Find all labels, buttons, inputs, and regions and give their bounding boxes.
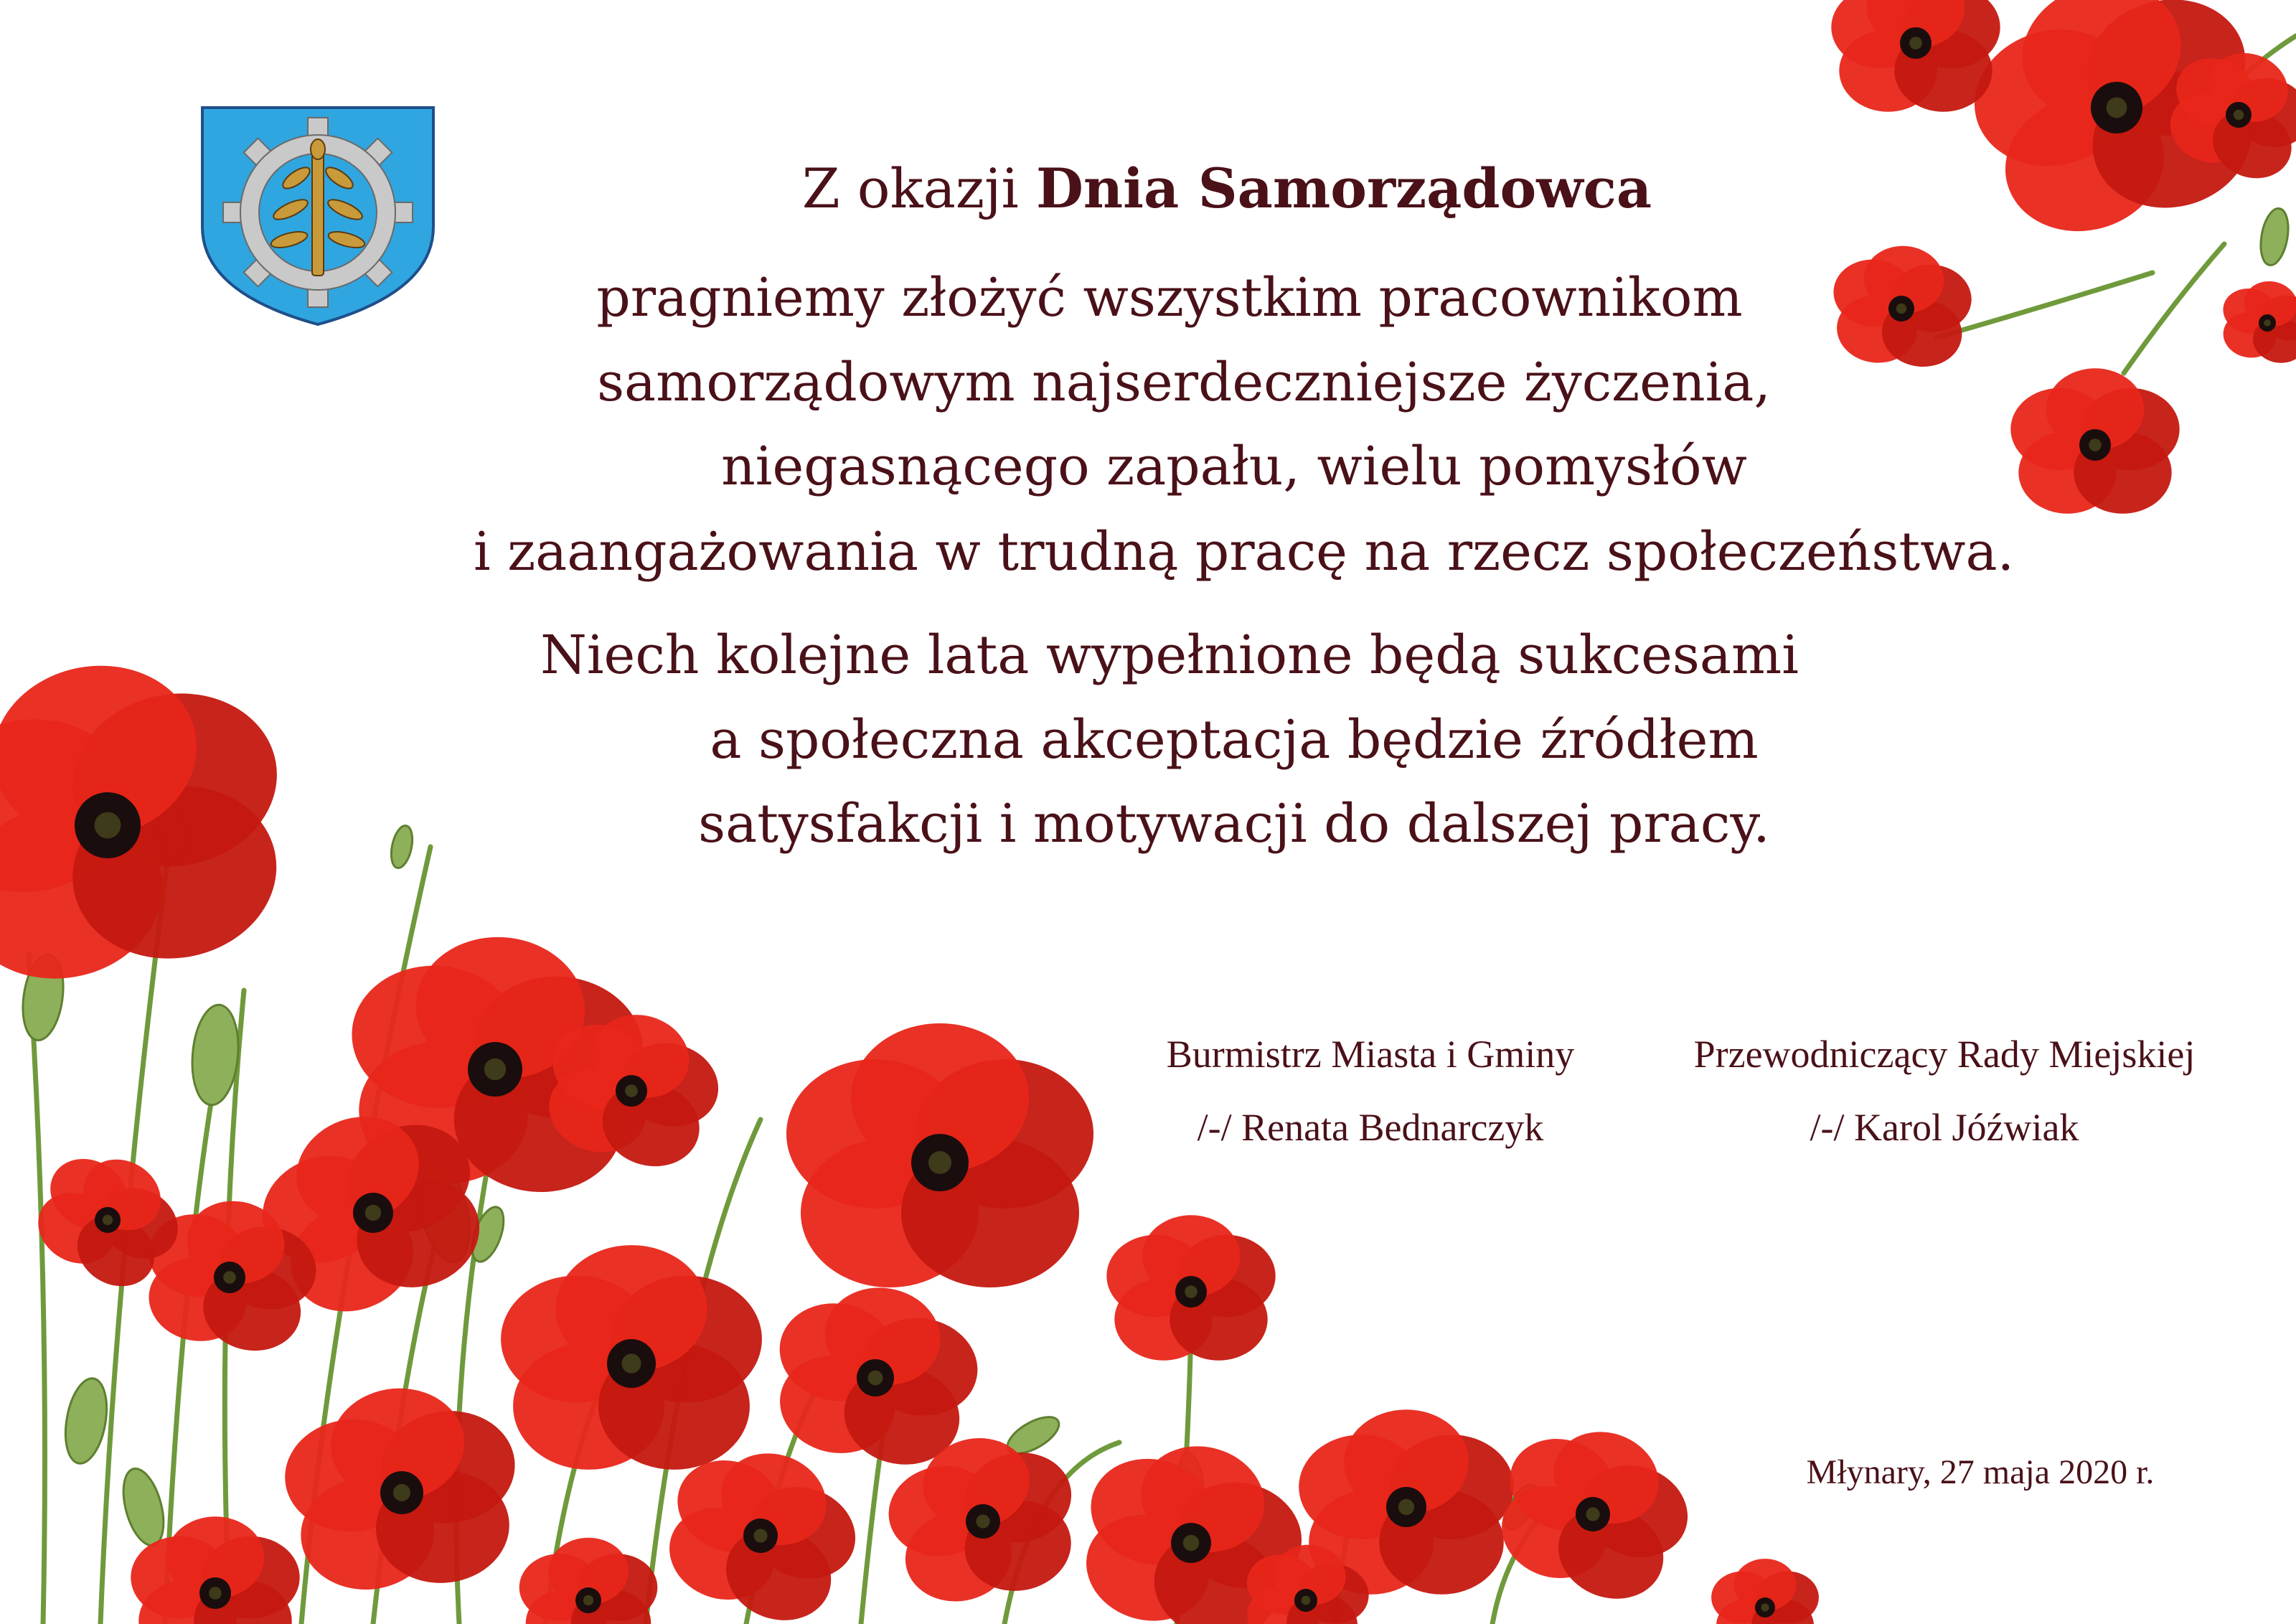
poppy-flower-icon xyxy=(519,1538,658,1624)
greeting-line-7: satysfakcji i motywacji do dalszej pracy. xyxy=(698,793,1770,855)
poppy-flower-icon xyxy=(1481,1404,1708,1616)
greeting-title-occasion: Dnia Samorządowca xyxy=(1035,156,1652,220)
poppy-bud-icon xyxy=(116,1464,171,1549)
signature-name-council-chair: /-/ Karol Jóźwiak xyxy=(1810,1106,2079,1149)
poppy-flower-icon xyxy=(1831,0,2000,112)
poppy-flower-icon xyxy=(0,637,306,998)
poppy-flower-icon xyxy=(2010,368,2179,513)
poppy-flower-icon xyxy=(786,1023,1093,1287)
poppy-flower-icon xyxy=(2216,274,2296,368)
signature-role-mayor: Burmistrz Miasta i Gminy xyxy=(1166,1033,1575,1076)
poppy-flower-icon xyxy=(1711,1559,1819,1624)
greeting-line-3: niegasnącego zapału, wielu pomysłów xyxy=(721,436,1747,497)
coat-of-arms-icon xyxy=(199,105,436,327)
place-and-date: Młynary, 27 maja 2020 r. xyxy=(1806,1453,2155,1491)
poppy-flower-icon xyxy=(1106,1215,1275,1360)
greeting-line-5: Niech kolejne lata wypełnione będą sukcesami xyxy=(540,624,1799,686)
signature-role-council-chair: Przewodniczący Rady Miejskiej xyxy=(1693,1033,2196,1076)
poppy-flower-icon xyxy=(501,1245,762,1470)
greeting-line-1: pragniemy złożyć wszystkim pracownikom xyxy=(596,267,1743,329)
poppy-bud-icon xyxy=(60,1375,113,1467)
greeting-line-4: i zaangażowania w trudną pracę na rzecz społeczeństwa. xyxy=(474,521,2015,583)
signature-name-mayor: /-/ Renata Bednarczyk xyxy=(1197,1106,1544,1149)
poppy-flower-icon xyxy=(278,1379,524,1596)
poppy-flower-icon xyxy=(1827,240,1975,371)
poppy-bud-icon xyxy=(388,824,416,870)
greeting-title xyxy=(746,156,1708,220)
greeting-title-prefix: Z okazji xyxy=(801,156,1019,220)
greeting-line-6: a społeczna akceptacja będzie źródłem xyxy=(710,709,1759,771)
greeting-line-2: samorządowym najserdeczniejsze życzenia, xyxy=(597,352,1771,413)
poppy-bud-icon xyxy=(2257,206,2292,267)
